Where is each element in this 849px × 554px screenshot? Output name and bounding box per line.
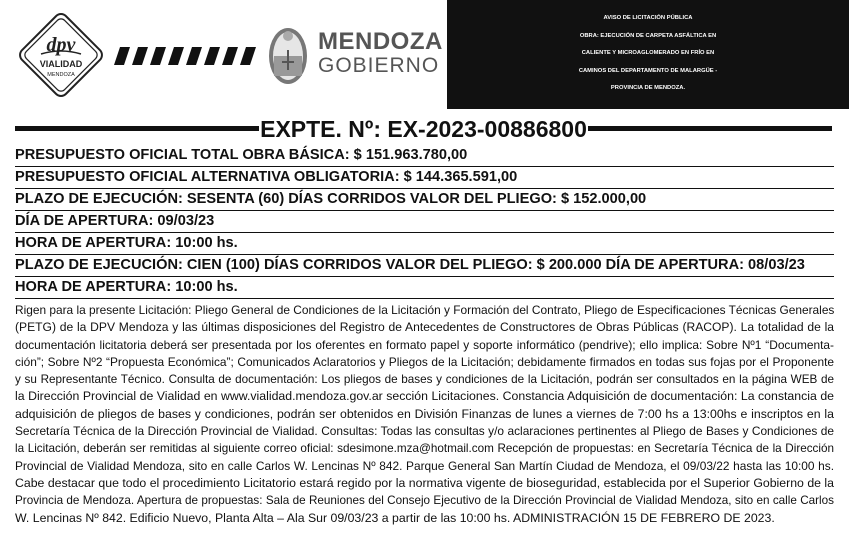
body-line: adquisición de pliegos de bases y condiciones, podrán ser obtenidos en División Finanzas de lunes a viernes de 7:00 hs a 13:00hs e inscriptos en la xyxy=(15,406,834,421)
aviso-box xyxy=(447,0,849,109)
government-line1: MENDOZA xyxy=(318,28,443,55)
header xyxy=(0,0,849,112)
expte-row xyxy=(0,113,849,145)
body-line: y su Representante Técnico. Consulta de documentación: Los pliegos de bases y condiciones de la Licitación, podrán ser consultados en la página WEB de xyxy=(15,373,834,387)
info-line-plazo-cien: PLAZO DE EJECUCIÓN: CIEN (100) DÍAS CORRIDOS VALOR DEL PLIEGO: $ 200.000 DÍA DE APERTURA: 08/03/23 xyxy=(15,256,834,277)
body-line: Secretaría Técnica de la Dirección Provincial de Vialidad. Consultas: Todas las consultas y/o aclaraciones pertinentes al Pliego de Bases y Condiciones de xyxy=(15,424,834,439)
logo-brand-text: dpv xyxy=(46,34,76,56)
info-line-hora-apertura: HORA DE APERTURA: 10:00 hs. xyxy=(15,234,834,255)
government-logo-text xyxy=(318,30,443,78)
body-line: W. Lencinas Nº 842. Edificio Nuevo, Planta Alta – Ala Sur 09/03/23 a partir de las 10:00 hs. ADMINISTRACIÓN 15 DE FEBRERO DE 2023. xyxy=(15,510,775,525)
mendoza-shield-icon xyxy=(266,22,310,86)
info-line-dia-apertura: DÍA DE APERTURA: 09/03/23 xyxy=(15,212,834,233)
body-line: la Dirección Provincial de Vialidad en www.vialidad.mendoza.gov.ar sección Licitaciones. Constancia Adquisición de documentación: La constancia de xyxy=(15,389,834,404)
aviso-line: CAMINOS DEL DEPARTAMENTO DE MALARGÜE - xyxy=(578,67,718,74)
expte-rule-left xyxy=(15,126,259,131)
info-line-plazo-sesenta: PLAZO DE EJECUCIÓN: SESENTA (60) DÍAS CORRIDOS VALOR DEL PLIEGO: $ 152.000,00 xyxy=(15,190,834,211)
body-line: Cabe destacar que todo el procedimiento Licitatorio estará regido por la normativa vigente de bioseguridad, establecida por el Superior Gobierno de la xyxy=(15,475,834,490)
info-line-presupuesto-alternativa: PRESUPUESTO OFICIAL ALTERNATIVA OBLIGATORIA: $ 144.365.591,00 xyxy=(15,168,834,189)
aviso-line: OBRA: EJECUCIÓN DE CARPETA ASFÁLTICA EN xyxy=(579,32,717,39)
logo-place: MENDOZA xyxy=(47,72,75,78)
body-line: la Licitación, deberán ser remitidas al siguiente correo oficial: sdesimone.mza@hotmail.com Recepción de propuestas: en Secretaría Técnica de la Dirección xyxy=(15,442,834,456)
body-line: Provincial de Vialidad Mendoza, sito en calle Carlos W. Lencinas Nº 842. Parque General San Martín Ciudad de Mendoza, el 09/03/22 hasta las 10:00 hs. xyxy=(15,458,834,473)
aviso-line: CALIENTE Y MICROAGLOMERADO EN FRÍO EN xyxy=(581,50,715,57)
body-paragraph xyxy=(15,302,834,527)
body-line: ción”; Sobre Nº2 “Propuesta Económica”; Comunicados Aclaratorios y Pliegos de la Licitación; debidamente firmados en todas sus fojas por el Proponente xyxy=(15,354,834,369)
vialidad-logo xyxy=(17,11,105,99)
body-line: Rigen para la presente Licitación: Pliego General de Condiciones de la Licitación y Formación del Contrato, Pliego de Especificaciones Técnicas Generales xyxy=(15,303,835,317)
body-line: documentación licitatoria deberá ser presentada por los oferentes en formato papel y soporte informático (pendrive); ello implica: Sobre Nº1 “Documenta- xyxy=(15,337,834,352)
expte-rule-right xyxy=(588,126,832,131)
body-line: Provincia de Mendoza. Apertura de propuestas: Sala de Reuniones del Consejo Ejecutivo de la Dirección Provincial de Vialidad Mendoza, sito en calle Carlos xyxy=(15,494,834,508)
info-line-presupuesto-total: PRESUPUESTO OFICIAL TOTAL OBRA BÁSICA: $ 151.963.780,00 xyxy=(15,146,834,167)
logo-name: VIALIDAD xyxy=(39,59,83,69)
body-line: (PETG) de la DPV Mendoza y las últimas disposiciones del Registro de Antecedentes de Constructores de Obras Públicas (RACOP). La totalidad de la xyxy=(15,320,834,335)
expte-title: EXPTE. Nº: EX-2023-00886800 xyxy=(260,116,587,142)
info-line-hora-apertura-2: HORA DE APERTURA: 10:00 hs. xyxy=(15,278,834,299)
aviso-line: AVISO DE LICITACIÓN PÚBLICA xyxy=(603,15,693,21)
aviso-line: PROVINCIA DE MENDOZA. xyxy=(610,85,686,92)
stripes-decoration xyxy=(112,45,260,67)
government-line2: GOBIERNO xyxy=(318,54,440,77)
